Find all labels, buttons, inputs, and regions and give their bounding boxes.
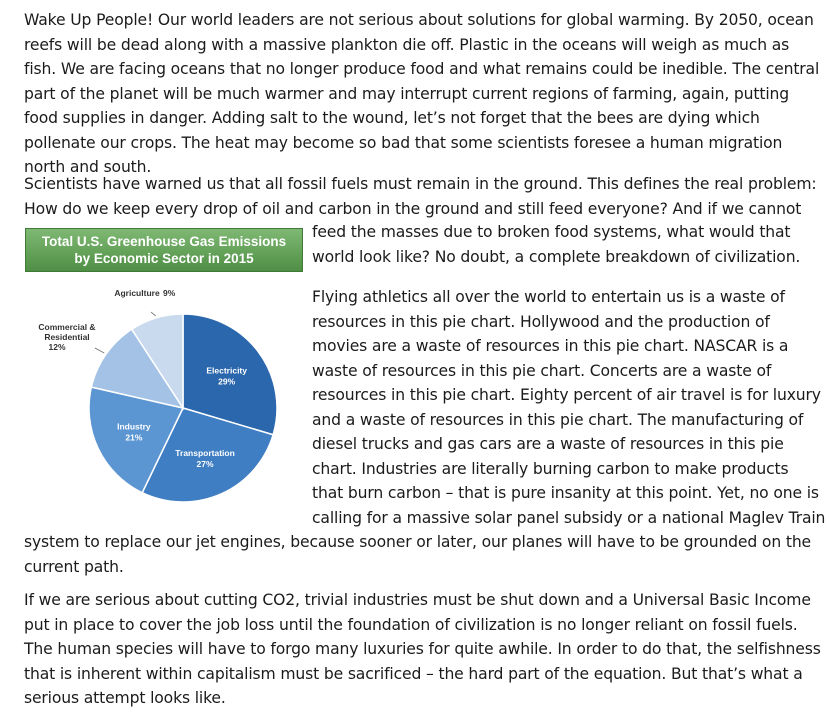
text-line: feed the masses due to broken food systems, what would that bbox=[312, 223, 791, 241]
slice-value-label: 29% bbox=[218, 376, 236, 387]
text-line: resources in this pie chart. Eighty percent of air travel is for luxury bbox=[312, 386, 821, 404]
text-line: chart. Industries are literally burning carbon to make products bbox=[312, 459, 789, 478]
slice-label: Transportation bbox=[175, 447, 235, 458]
paragraph-1: Wake Up People! Our world leaders are not serious about solutions for global warming. By 2050, ocean reefs will be dead along with a massive plankton die off. Plastic in the oceans will weigh as much as fish. We are facing oceans that no longer produce food and what remains could be inedible. The central part of the planet will be much warmer and may interrupt current regions of farming, again, putting food supplies in danger. Adding salt to the wound, let’s not forget that the bees are dying which pollenate our crops. The heat may become so bad that some scientists foresee a human migration north and south. bbox=[24, 11, 820, 176]
chart-subtitle: by Economic Sector in 2015 bbox=[74, 251, 254, 266]
chart-title-banner bbox=[25, 228, 303, 272]
text-line: and a waste of resources in this pie chart. The manufacturing of bbox=[312, 410, 804, 429]
text-line: Flying athletics all over the world to entertain us is a waste of bbox=[312, 288, 785, 306]
slice-label: Electricity bbox=[206, 365, 248, 376]
paragraph-2: Scientists have warned us that all fossil fuels must remain in the ground. This defines the real problem: How do we keep every drop of oil and carbon in the ground and still feed everyone? And if we cannot bbox=[24, 175, 817, 218]
text-line: movies are a waste of resources in this pie chart. NASCAR is a bbox=[312, 337, 789, 355]
text-line: world look like? No doubt, a complete breakdown of civilization. bbox=[312, 248, 801, 266]
slice-label: Commercial & bbox=[38, 322, 96, 332]
text-line: that burn carbon – that is pure insanity at this point. Yet, no one is bbox=[312, 484, 819, 502]
slice-value-label: 27% bbox=[196, 458, 214, 469]
pie-chart bbox=[25, 280, 305, 515]
text-line: diesel trucks and gas cars are a waste of resources in this pie bbox=[312, 435, 784, 453]
slice-value-label: 12% bbox=[48, 342, 66, 352]
slice-label: Industry bbox=[117, 421, 151, 432]
leader-line bbox=[151, 312, 156, 316]
slice-label: Residential bbox=[44, 332, 90, 342]
paragraph-4: If we are serious about cutting CO2, trivial industries must be shut down and a Universal Basic Income put in place to cover the job loss until the foundation of civilization is no longer reliant on fossil fuels. The human species will have to forgo many luxuries for quite awhile. In order to do that, the selfishness that is inherent within capitalism must be sacrificed – the hard part of the equation. But that’s what a serious attempt looks like. bbox=[24, 591, 821, 707]
text-line: waste of resources in this pie chart. Concerts are a waste of bbox=[312, 361, 772, 380]
text-line: current path. bbox=[24, 557, 124, 576]
slice-value-label: 21% bbox=[125, 432, 143, 443]
chart-title: Total U.S. Greenhouse Gas Emissions bbox=[41, 234, 287, 249]
slice-value-label: 9% bbox=[163, 288, 176, 298]
text-line: system to replace our jet engines, because sooner or later, our planes will have to be grounded on the bbox=[24, 533, 812, 551]
text-line: calling for a massive solar panel subsidy or a national Maglev Train bbox=[312, 508, 826, 527]
leader-line bbox=[95, 348, 104, 353]
slice-label: Agriculture bbox=[114, 288, 160, 298]
text-line: resources in this pie chart. Hollywood and the production of bbox=[312, 312, 770, 331]
